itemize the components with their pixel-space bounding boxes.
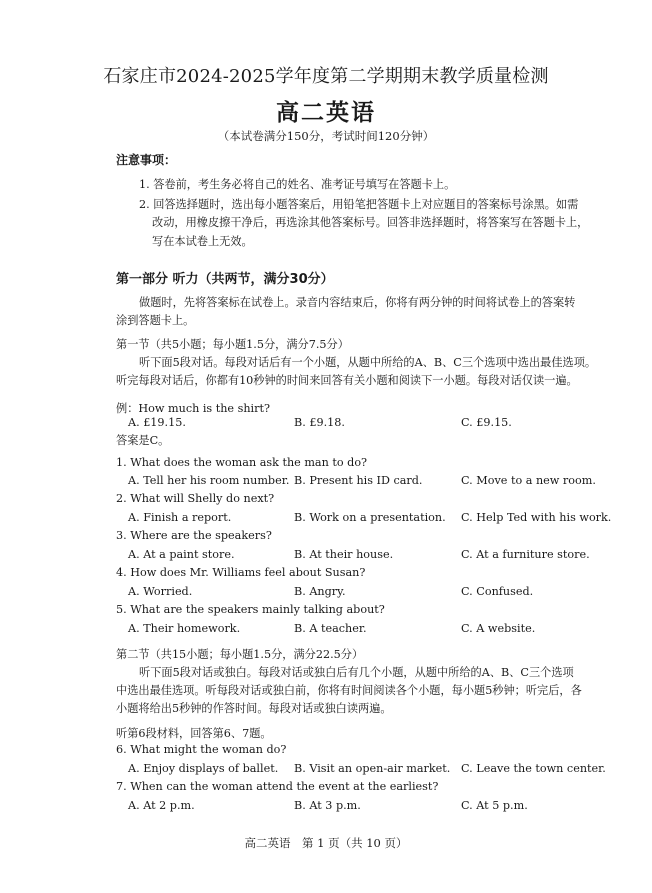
question-3-option-b: B. At their house.: [294, 548, 394, 561]
question-2-option-c: C. Help Ted with his work.: [461, 511, 612, 524]
question-5-option-b: B. A teacher.: [294, 622, 367, 635]
question-1-option-b: B. Present his ID card.: [294, 474, 423, 487]
question-4-option-b: B. Angry.: [294, 585, 346, 598]
question-5-option-a: A. Their homework.: [128, 622, 241, 635]
question-3-option-c: C. At a furniture store.: [461, 548, 590, 561]
part1-intro-line2: 涂到答题卡上。: [116, 314, 195, 327]
exam-title: 石家庄市2024-2025学年度第二学期期末教学质量检测: [103, 66, 549, 87]
question-2-option-b: B. Work on a presentation.: [294, 511, 446, 524]
question-6-option-a: A. Enjoy displays of ballet.: [128, 762, 279, 775]
section2-heading: 第二节（共15小题；每小题1.5分，满分22.5分）: [116, 648, 364, 661]
part1-heading: 第一部分 听力（共两节，满分30分）: [116, 272, 334, 287]
question-6-option-c: C. Leave the town center.: [461, 762, 606, 775]
notice-item-2-line2: 改动，用橡皮擦干净后，再选涂其他答案标号。回答非选择题时，将答案写在答题卡上，: [152, 216, 589, 229]
example-option-a: A. £19.15.: [128, 416, 186, 429]
notice-heading: 注意事项：: [116, 153, 177, 167]
question-6-option-b: B. Visit an open-air market.: [294, 762, 451, 775]
question-7-option-c: C. At 5 p.m.: [461, 799, 528, 812]
question-1-option-a: A. Tell her his room number.: [128, 474, 290, 487]
example-question: 例：How much is the shirt?: [116, 402, 270, 415]
part1-intro-line1: 做题时，先将答案标在试卷上。录音内容结束后，你将有两分钟的时间将试卷上的答案转: [139, 296, 576, 309]
question-3-option-a: A. At a paint store.: [128, 548, 235, 561]
section2-instr-line2: 中选出最佳选项。听每段对话或独白前，你将有时间阅读各个小题，每小题5秒钟；听完后，各: [116, 684, 582, 697]
example-option-c: C. £9.15.: [461, 416, 512, 429]
question-5: 5. What are the speakers mainly talking about?: [116, 603, 385, 616]
question-1-option-c: C. Move to a new room.: [461, 474, 596, 487]
question-5-option-c: C. A website.: [461, 622, 536, 635]
question-4-option-a: A. Worried.: [128, 585, 193, 598]
subject-title: 高二英语: [276, 99, 376, 126]
section1-instr-line2: 听完每段对话后，你都有10秒钟的时间来回答有关小题和阅读下一小题。每段对话仅读一遍。: [116, 374, 578, 387]
section2-instr-line1: 听下面5段对话或独白。每段对话或独白后有几个小题，从题中所给的A、B、C三个选项: [139, 666, 574, 679]
question-4-option-c: C. Confused.: [461, 585, 534, 598]
example-answer: 答案是C。: [116, 434, 170, 447]
section1-heading: 第一节（共5小题；每小题1.5分，满分7.5分）: [116, 338, 349, 351]
example-option-b: B. £9.18.: [294, 416, 345, 429]
section2-instr-line3: 小题将给出5秒钟的作答时间。每段对话或独白读两遍。: [116, 702, 392, 715]
section1-instr-line1: 听下面5段对话。每段对话后有一个小题，从题中所给的A、B、C三个选项中选出最佳选项。: [139, 356, 597, 369]
question-6: 6. What might the woman do?: [116, 743, 287, 756]
notice-item-2-line1: 2. 回答选择题时，选出每小题答案后，用铅笔把答题卡上对应题目的答案标号涂黑。如需: [139, 198, 579, 211]
material-note: 听第6段材料，回答第6、7题。: [116, 727, 272, 740]
question-2-option-a: A. Finish a report.: [128, 511, 232, 524]
question-4: 4. How does Mr. Williams feel about Susan?: [116, 566, 366, 579]
page-footer: 高二英语 第 1 页（共 10 页）: [244, 836, 408, 850]
question-7-option-b: B. At 3 p.m.: [294, 799, 361, 812]
question-3: 3. Where are the speakers?: [116, 529, 272, 542]
notice-item-2-line3: 写在本试卷上无效。: [152, 235, 253, 248]
question-2: 2. What will Shelly do next?: [116, 492, 275, 505]
score-info: （本试卷满分150分，考试时间120分钟）: [217, 129, 435, 143]
question-7: 7. When can the woman attend the event at the earliest?: [116, 780, 439, 793]
question-7-option-a: A. At 2 p.m.: [128, 799, 195, 812]
notice-item-1: 1. 答卷前，考生务必将自己的姓名、准考证号填写在答题卡上。: [139, 178, 456, 191]
question-1: 1. What does the woman ask the man to do?: [116, 456, 368, 469]
